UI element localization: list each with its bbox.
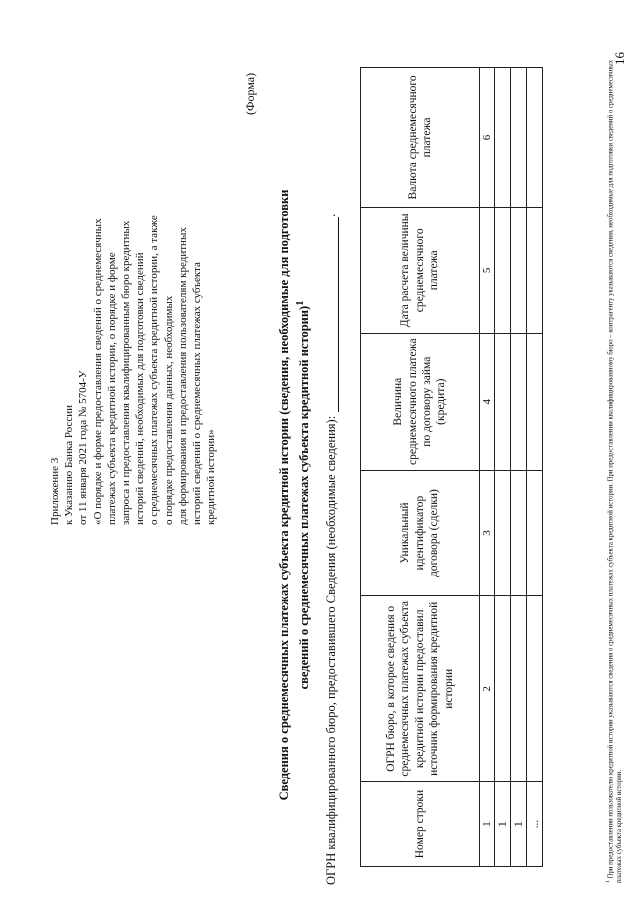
footnote	[604, 33, 625, 883]
form-mark: (Форма)	[243, 72, 257, 115]
appendix-header	[48, 25, 218, 525]
form-title-line-2: сведений о среднемесячных платежах субъекта кредитной истории)$^1$	[294, 300, 311, 690]
header-line: о среднемесячных платежах субъекта кредитной истории, а также	[148, 215, 161, 525]
header-line: платежах субъекта кредитной истории, о порядке и форме	[105, 252, 118, 525]
table-cell: 1	[511, 782, 527, 867]
col-header-payment-amount: Величина среднемесячного платежа по договору займа (кредита)	[361, 333, 480, 470]
table-cell	[495, 68, 511, 208]
column-number: 3	[480, 470, 495, 596]
column-number: 2	[480, 596, 495, 782]
table-cell: ...	[527, 782, 543, 867]
column-number: 6	[480, 68, 495, 208]
col-header-currency: Валюта среднемесячного платежа	[361, 68, 480, 208]
table-cell	[511, 333, 527, 470]
ogrn-label: ОГРН квалифицированного бюро, предоставившего Сведения (необходимые сведения):	[324, 415, 338, 885]
header-line: о порядке предоставления данных, необходимых	[162, 295, 175, 525]
table-row	[495, 68, 511, 867]
column-number: 4	[480, 333, 495, 470]
table-cell	[527, 596, 543, 782]
column-number: 5	[480, 207, 495, 333]
payments-table	[360, 67, 543, 867]
column-number: 1	[480, 782, 495, 867]
header-line: к Указанию Банка России	[63, 405, 76, 525]
header-line: от 11 января 2021 года № 5704-У	[77, 370, 90, 525]
ogrn-end: .	[324, 213, 338, 217]
table-cell	[511, 470, 527, 596]
column-number-row	[480, 68, 495, 867]
header-line: запроса и предоставления квалифицированным бюро кредитных	[120, 220, 133, 525]
form-title	[276, 105, 312, 885]
header-line: для формирования и предоставления пользователям кредитных	[176, 227, 189, 525]
footnote-ref: 1	[294, 300, 306, 306]
table-cell	[527, 333, 543, 470]
form-title-line-1: Сведения о среднемесячных платежах субъекта кредитной истории (сведения, необходимые для подготовки	[277, 189, 291, 801]
footnote-marker: 1	[605, 880, 611, 883]
table-cell	[495, 207, 511, 333]
col-header-bureau-ogrn: ОГРН бюро, в которое сведения о среднемесячных платежах субъекта кредитной истории предоставил источник формирования кредитной истории	[361, 596, 480, 782]
table-cell	[511, 596, 527, 782]
table-cell	[495, 333, 511, 470]
header-line: историй сведений о среднемесячных платежах субъекта	[191, 262, 204, 525]
ogrn-blank-field	[326, 217, 339, 412]
table-cell	[511, 68, 527, 208]
header-line: Приложение 3	[49, 457, 61, 525]
table-cell	[495, 596, 511, 782]
table-row	[527, 68, 543, 867]
col-header-row-number: Номер строки	[361, 782, 480, 867]
table-row	[511, 68, 527, 867]
page-number: 16	[612, 52, 627, 65]
header-line: кредитной истории»	[205, 429, 218, 525]
col-header-contract-id: Уникальный идентификатор договора (сделки)	[361, 470, 480, 596]
footnote-text: При предоставлении пользователю кредитной истории указываются сведения о среднемесячных платежах субъекта кредитной истории. При предоставлении квалифицированному бюро – контрагенту указываются сведения, необходимые для подготовки сведений о среднемесячных платежах субъекта кредитной истории.	[607, 59, 624, 883]
header-line: «О порядке и форме предоставления сведений о среднемесячных	[91, 218, 104, 525]
table-cell: 1	[495, 782, 511, 867]
table-cell	[527, 470, 543, 596]
header-line: историй сведений, необходимых для подготовки сведений	[134, 252, 147, 525]
table-cell	[527, 68, 543, 208]
table-cell	[511, 207, 527, 333]
col-header-calc-date: Дата расчета величины среднемесячного платежа	[361, 207, 480, 333]
table-cell	[495, 470, 511, 596]
ogrn-line	[324, 65, 339, 885]
table-cell	[527, 207, 543, 333]
